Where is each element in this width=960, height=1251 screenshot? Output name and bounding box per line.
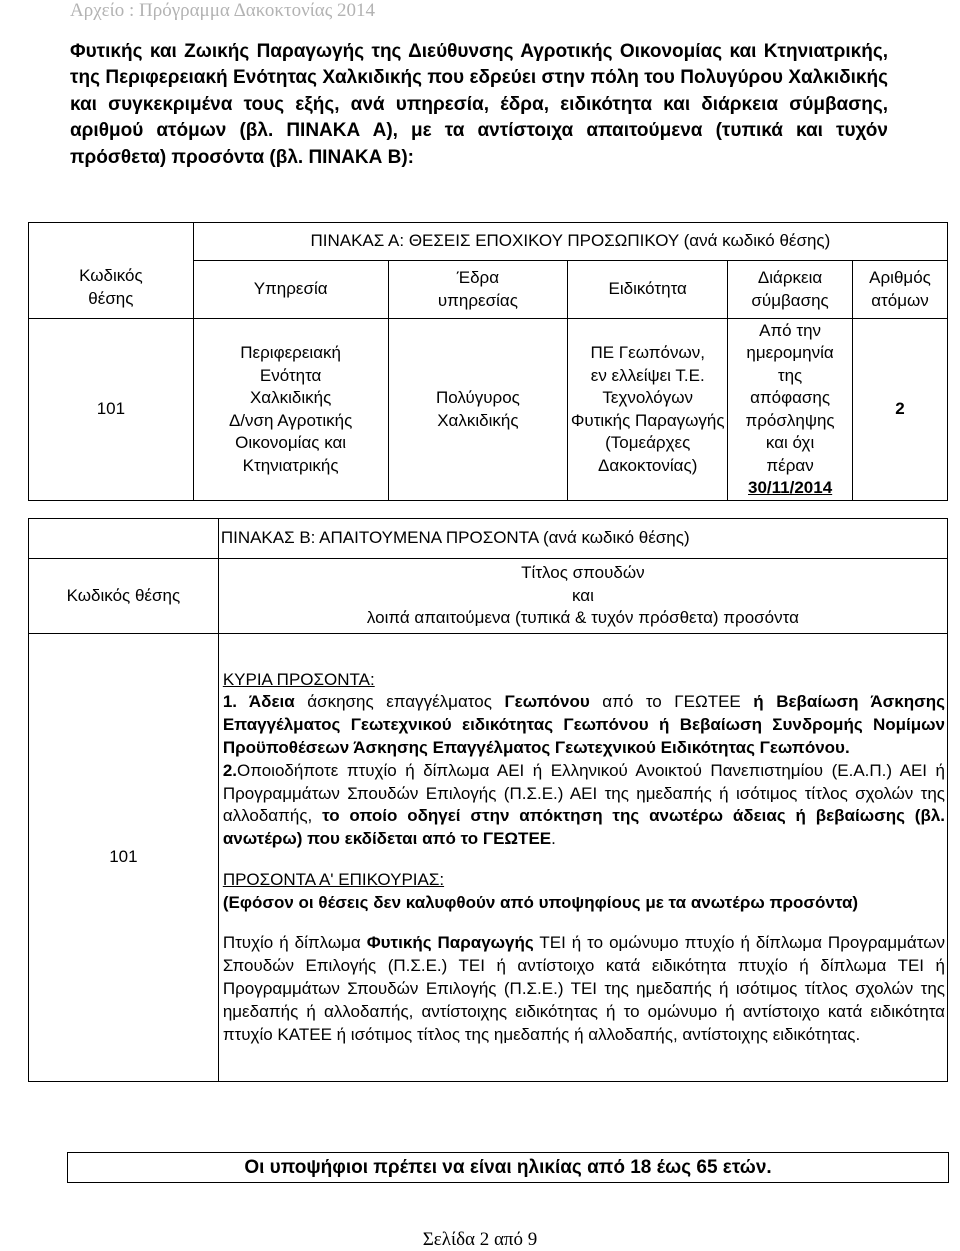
qualifications-cell bbox=[218, 634, 947, 1082]
main-qualifications-heading: ΚΥΡΙΑ ΠΡΟΣΟΝΤΑ: bbox=[222, 669, 375, 689]
table-b bbox=[28, 518, 948, 1082]
age-requirement-box: Οι υποψήφιοι πρέπει να είναι ηλικίας από 18 έως 65 ετών. bbox=[67, 1152, 949, 1183]
table-a bbox=[28, 222, 948, 501]
table-b-top-left bbox=[29, 519, 219, 559]
header-title: Τίτλος σπουδών και λοιπά απαιτούμενα (τυπικά & τυχόν πρόσθετα) προσόντα bbox=[218, 559, 947, 634]
table-b-title: ΠΙΝΑΚΑΣ Β: ΑΠΑΙΤΟΥΜΕΝΑ ΠΡΟΣΟΝΤΑ (ανά κωδικό θέσης) bbox=[218, 519, 947, 559]
header-code: Κωδικός θέσης bbox=[29, 223, 194, 319]
document-header: Αρχείο : Πρόγραμμα Δακοκτονίας 2014 bbox=[70, 0, 376, 21]
row-code-b: 101 bbox=[29, 634, 219, 1082]
aux-note: (Εφόσον οι θέσεις δεν καλυφθούν από υποψηφίους με τα ανωτέρω προσόντα) bbox=[222, 892, 859, 912]
table-row bbox=[29, 319, 948, 501]
header-code-b: Κωδικός θέσης bbox=[29, 559, 219, 634]
header-persons: Αριθμός ατόμων bbox=[853, 261, 948, 319]
header-specialty: Ειδικότητα bbox=[568, 261, 728, 319]
row-persons: 2 bbox=[853, 319, 948, 501]
table-row bbox=[29, 634, 948, 1082]
intro-paragraph: Φυτικής και Ζωικής Παραγωγής της Διεύθυνσης Αγροτικής Οικονομίας και Κτηνιατρικής, της Περιφερειακή Ενότητας Χαλκιδικής που εδρεύει στην πόλη του Πολυγύρου Χαλκιδικής και συγκεκριμένα τους εξής, ανά υπηρεσία, έδρα, ειδικότητα και διάρκεια σύμβασης, αριθμού ατόμων (βλ. ΠΙΝΑΚΑ Α), με τα αντίστοιχα απαιτούμενα (τυπικά και τυχόν πρόσθετα) προσόντα (βλ. ΠΙΝΑΚΑ Β): bbox=[70, 41, 888, 168]
header-duration: Διάρκεια σύμβασης bbox=[728, 261, 853, 319]
row-duration: Από την ημερομηνία της απόφασης πρόσληψης και όχι πέραν 30/11/2014 bbox=[728, 319, 853, 501]
qualification-1: 1. Άδεια άσκησης επαγγέλματος Γεωπόνου από το ΓΕΩΤΕΕ ή Βεβαίωση Άσκησης Επαγγέλματος Γεωτεχνικού ειδικότητας Γεωπόνου ή Βεβαίωση Συνδρομής Νομίμων Προϋποθέσεων Άσκησης Επαγγέλματος Γεωτεχνικού Ειδικότητας Γεωπόνου. bbox=[222, 692, 945, 757]
qualification-2: 2.Οποιοδήποτε πτυχίο ή δίπλωμα ΑΕΙ ή Ελληνικού Ανοικτού Πανεπιστημίου (Ε.Α.Π.) ΑΕΙ ή Προγραμμάτων Σπουδών Επιλογής (Π.Σ.Ε.) ΑΕΙ της ημεδαπής ή ισότιμος τίτλος σχολών της αλλοδαπής, το οποίο οδηγεί στην απόκτηση της ανωτέρω άδειας ή βεβαίωσης (βλ. ανωτέρω) που εκδίδεται από το ΓΕΩΤΕΕ. bbox=[222, 760, 946, 849]
row-specialty: ΠΕ Γεωπόνων, εν ελλείψει Τ.Ε. Τεχνολόγων Φυτικής Παραγωγής (Τομεάρχες Δακοκτονίας) bbox=[568, 319, 728, 501]
table-a-title: ΠΙΝΑΚΑΣ Α: ΘΕΣΕΙΣ ΕΠΟΧΙΚΟΥ ΠΡΟΣΩΠΙΚΟΥ (ανά κωδικό θέσης) bbox=[193, 223, 947, 261]
header-seat: Έδρα υπηρεσίας bbox=[388, 261, 568, 319]
qualification-3: Πτυχίο ή δίπλωμα Φυτικής Παραγωγής ΤΕΙ ή το ομώνυμο πτυχίο ή δίπλωμα Προγραμμάτων Σπουδών Επιλογής (Π.Σ.Ε.) ΤΕΙ ή αντίστοιχο κατά ειδικότητα πτυχίο ή δίπλωμα ΤΕΙ ή Προγραμμάτων Σπουδών Επιλογής (Π.Σ.Ε.) ΤΕΙ της ημεδαπής ή ισότιμος τίτλος σχολών της ημεδαπής ή αλλοδαπής, αντίστοιχης ειδικότητας ή το ομώνυμο ή αντίστοιχο κατά ειδικότητα πτυχίο ΚΑΤΕΕ ή ισότιμος τίτλος της ημεδαπής ή αλλοδαπής, αντίστοιχης ειδικότητας. bbox=[222, 933, 945, 1044]
row-seat: Πολύγυρος Χαλκιδικής bbox=[388, 319, 568, 501]
row-service: Περιφερειακή Ενότητα Χαλκιδικής Δ/νση Αγροτικής Οικονομίας και Κτηνιατρικής bbox=[193, 319, 388, 501]
aux-qualifications-heading: ΠΡΟΣΟΝΤΑ Α' ΕΠΙΚΟΥΡΙΑΣ: bbox=[222, 869, 445, 889]
duration-date: 30/11/2014 bbox=[748, 478, 833, 497]
header-service: Υπηρεσία bbox=[193, 261, 388, 319]
page-number: Σελίδα 2 από 9 bbox=[422, 1229, 538, 1250]
row-code: 101 bbox=[29, 319, 194, 501]
